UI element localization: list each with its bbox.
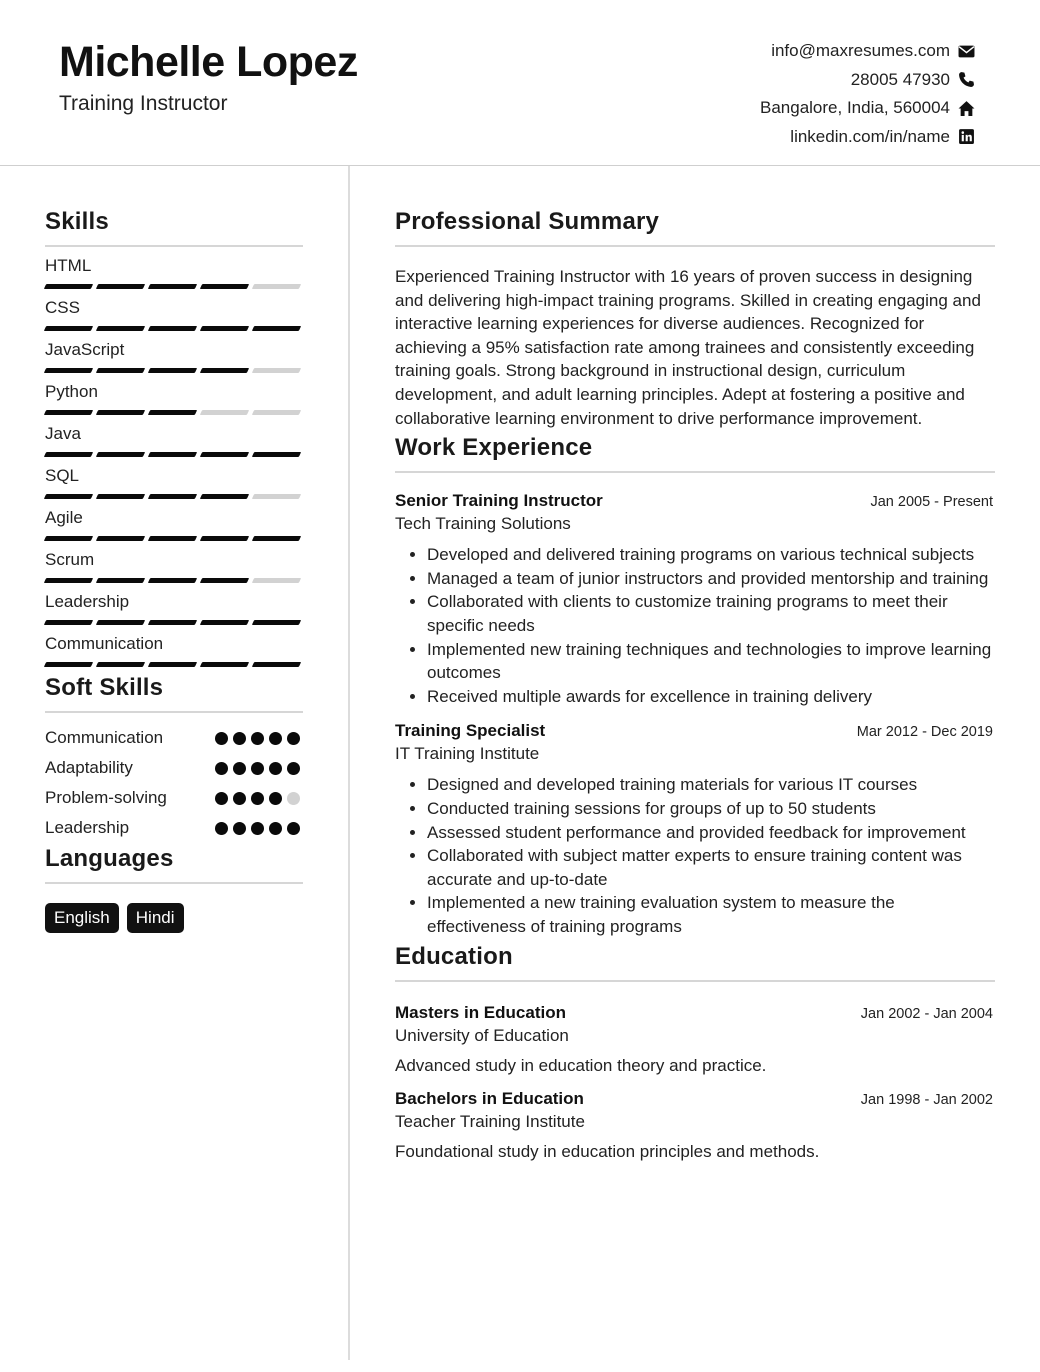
skill-level-segment [148, 326, 197, 331]
rating-dot [233, 822, 246, 835]
skill-level-segment [200, 620, 249, 625]
skill-level-segment [44, 494, 93, 499]
skill-level-segment [252, 284, 301, 289]
skill-level-bar [45, 452, 303, 457]
soft-skills-list [45, 723, 303, 843]
rating-dot [233, 792, 246, 805]
skill-name: Scrum [45, 550, 95, 569]
education-description: Advanced study in education theory and practice. [395, 1056, 767, 1076]
skill-item [45, 298, 303, 331]
soft-skill-item [45, 813, 303, 843]
soft-skill-name: Leadership [45, 818, 130, 837]
soft-skill-item [45, 723, 303, 753]
candidate-name: Michelle Lopez [59, 38, 358, 86]
skill-level-segment [148, 620, 197, 625]
skill-level-segment [44, 368, 93, 373]
soft-skill-name: Communication [45, 728, 164, 747]
job-bullet: • Implemented new training techniques and technologies to improve learning outcomes [427, 638, 995, 685]
contact-linkedin-text[interactable]: linkedin.com/in/name [790, 126, 950, 146]
skill-level-segment [96, 620, 145, 625]
skill-item [45, 382, 303, 415]
home-icon [958, 100, 975, 117]
contact-address [760, 94, 975, 123]
skill-level-segment [96, 452, 145, 457]
rating-dot [215, 762, 228, 775]
job-date: Jan 2005 - Present [870, 494, 993, 511]
rating-dot [215, 822, 228, 835]
skill-level-bar [45, 494, 303, 499]
rating-dot [287, 792, 300, 805]
skill-level-segment [252, 620, 301, 625]
skill-level-segment [252, 326, 301, 331]
left-column [45, 208, 303, 933]
job-date: Mar 2012 - Dec 2019 [856, 724, 993, 741]
resume-header [0, 0, 1040, 166]
skill-level-bar [45, 578, 303, 583]
soft-skill-name: Problem-solving [45, 788, 167, 807]
soft-skill-rating [215, 762, 300, 775]
skill-level-segment [96, 368, 145, 373]
skills-heading: Skills [45, 208, 303, 247]
skill-level-segment [148, 536, 197, 541]
education-degree: Masters in Education [395, 1003, 566, 1023]
skill-level-bar [45, 284, 303, 289]
soft-skills-heading: Soft Skills [45, 674, 303, 713]
skill-level-segment [148, 368, 197, 373]
education-degree: Bachelors in Education [395, 1089, 584, 1109]
job-bullet: • Collaborated with subject matter experts to ensure training content was accurate and up-to-date [427, 844, 995, 891]
skill-level-segment [252, 578, 301, 583]
rating-dot [251, 762, 264, 775]
rating-dot [269, 732, 282, 745]
job-bullet: • Implemented a new training evaluation system to measure the effectiveness of training programs [427, 891, 995, 938]
rating-dot [287, 762, 300, 775]
skill-level-segment [44, 578, 93, 583]
job-bullets [395, 543, 995, 708]
job-company: IT Training Institute [395, 744, 540, 764]
rating-dot [251, 822, 264, 835]
envelope-icon [958, 43, 975, 60]
skill-item [45, 634, 303, 667]
skill-name: HTML [45, 256, 92, 275]
rating-dot [215, 792, 228, 805]
contact-address-text: Bangalore, India, 560004 [760, 98, 950, 118]
rating-dot [269, 792, 282, 805]
skill-level-segment [96, 494, 145, 499]
skill-name: JavaScript [45, 340, 125, 359]
soft-skill-rating [215, 822, 300, 835]
job-bullet: • Managed a team of junior instructors and provided mentorship and training [427, 567, 995, 591]
skill-level-segment [252, 662, 301, 667]
education-entry [395, 1003, 995, 1076]
rating-dot [233, 762, 246, 775]
rating-dot [269, 822, 282, 835]
soft-skill-rating [215, 792, 300, 805]
skill-level-segment [96, 578, 145, 583]
skill-name: CSS [45, 298, 80, 317]
languages-heading: Languages [45, 845, 303, 884]
skill-level-segment [148, 494, 197, 499]
skill-level-bar [45, 326, 303, 331]
skill-level-bar [45, 620, 303, 625]
skill-level-segment [200, 578, 249, 583]
job-bullet: • Designed and developed training materials for various IT courses [427, 773, 995, 797]
skill-level-segment [200, 284, 249, 289]
candidate-role: Training Instructor [59, 92, 228, 115]
phone-icon [958, 71, 975, 88]
job-bullet: • Conducted training sessions for groups of up to 50 students [427, 797, 995, 821]
skill-level-segment [44, 284, 93, 289]
linkedin-icon [958, 128, 975, 145]
skill-level-segment [200, 452, 249, 457]
rating-dot [269, 762, 282, 775]
job-entry [395, 491, 995, 708]
job-header [395, 721, 995, 741]
skill-level-segment [44, 410, 93, 415]
job-entry [395, 721, 995, 938]
rating-dot [287, 822, 300, 835]
skill-level-segment [200, 662, 249, 667]
job-bullet: • Assessed student performance and provided feedback for improvement [427, 821, 995, 845]
soft-skill-item [45, 753, 303, 783]
job-header [395, 491, 995, 511]
skill-level-segment [252, 536, 301, 541]
skill-name: Agile [45, 508, 83, 527]
skill-item [45, 424, 303, 457]
contact-phone[interactable] [760, 66, 975, 95]
skill-item [45, 508, 303, 541]
skill-level-segment [252, 368, 301, 373]
skill-name: Python [45, 382, 98, 401]
skill-level-segment [148, 452, 197, 457]
summary-text: Experienced Training Instructor with 16 years of proven success in designing and delivering high-impact training programs. Skilled in creating engaging and interactive learning experiences for diverse audiences. Recognized for achieving a 95% satisfaction rate among trainees and consistently exceeding training goals. Strong background in instructional design, curriculum development, and adult learning principles. Adept at fostering a positive and collaborative learning environment to drive performance improvement. [395, 267, 981, 428]
skill-level-segment [200, 326, 249, 331]
skill-level-segment [252, 494, 301, 499]
soft-skill-rating [215, 732, 300, 745]
contact-phone-text[interactable]: 28005 47930 [850, 69, 950, 89]
skill-level-segment [252, 452, 301, 457]
skills-list [45, 256, 303, 667]
skill-level-segment [252, 410, 301, 415]
contact-email[interactable] [760, 37, 975, 66]
skill-level-segment [44, 536, 93, 541]
skill-level-segment [148, 662, 197, 667]
skill-level-segment [44, 620, 93, 625]
language-tag: English [45, 903, 119, 933]
skill-level-segment [44, 662, 93, 667]
education-entry [395, 1089, 995, 1162]
education-header [395, 1003, 995, 1023]
job-bullet: • Received multiple awards for excellence in training delivery [427, 685, 995, 709]
skill-name: Leadership [45, 592, 130, 611]
summary-heading: Professional Summary [395, 208, 995, 247]
skill-name: Java [45, 424, 81, 443]
skill-level-segment [200, 410, 249, 415]
soft-skill-item [45, 783, 303, 813]
skill-level-bar [45, 368, 303, 373]
skill-level-segment [148, 410, 197, 415]
skill-level-segment [96, 410, 145, 415]
education-date: Jan 2002 - Jan 2004 [860, 1006, 993, 1023]
job-bullet: • Developed and delivered training programs on various technical subjects [427, 543, 995, 567]
education-header [395, 1089, 995, 1109]
column-divider [348, 166, 350, 1360]
language-tag: Hindi [127, 903, 184, 933]
soft-skill-name: Adaptability [45, 758, 133, 777]
skill-item [45, 340, 303, 373]
skill-level-segment [200, 494, 249, 499]
education-heading: Education [395, 943, 995, 982]
skill-level-segment [200, 368, 249, 373]
skill-level-segment [44, 452, 93, 457]
education-date: Jan 1998 - Jan 2002 [860, 1092, 993, 1109]
skill-name: SQL [45, 466, 80, 485]
skill-level-bar [45, 410, 303, 415]
job-company: Tech Training Solutions [395, 514, 571, 534]
rating-dot [251, 792, 264, 805]
rating-dot [233, 732, 246, 745]
skill-level-segment [148, 578, 197, 583]
skill-item [45, 466, 303, 499]
rating-dot [287, 732, 300, 745]
skill-item [45, 256, 303, 289]
skill-name: Communication [45, 634, 164, 653]
job-title: Senior Training Instructor [395, 491, 603, 511]
skill-level-segment [96, 536, 145, 541]
skill-item [45, 592, 303, 625]
job-bullets [395, 773, 995, 938]
skill-level-segment [148, 284, 197, 289]
experience-list [395, 491, 995, 938]
skill-item [45, 550, 303, 583]
experience-heading: Work Experience [395, 434, 995, 473]
contact-email-text[interactable]: info@maxresumes.com [771, 41, 950, 61]
education-school: University of Education [395, 1026, 569, 1046]
right-column [395, 208, 995, 1162]
rating-dot [215, 732, 228, 745]
rating-dot [251, 732, 264, 745]
job-title: Training Specialist [395, 721, 546, 741]
education-description: Foundational study in education principles and methods. [395, 1142, 820, 1162]
contact-list [760, 37, 975, 151]
skill-level-bar [45, 536, 303, 541]
skill-level-bar [45, 662, 303, 667]
languages-list [45, 903, 303, 933]
education-school: Teacher Training Institute [395, 1112, 585, 1132]
skill-level-segment [44, 326, 93, 331]
skill-level-segment [200, 536, 249, 541]
education-list [395, 1003, 995, 1162]
skill-level-segment [96, 662, 145, 667]
contact-linkedin[interactable] [760, 123, 975, 152]
skill-level-segment [96, 326, 145, 331]
job-bullet: • Collaborated with clients to customize training programs to meet their specific needs [427, 590, 995, 637]
skill-level-segment [96, 284, 145, 289]
